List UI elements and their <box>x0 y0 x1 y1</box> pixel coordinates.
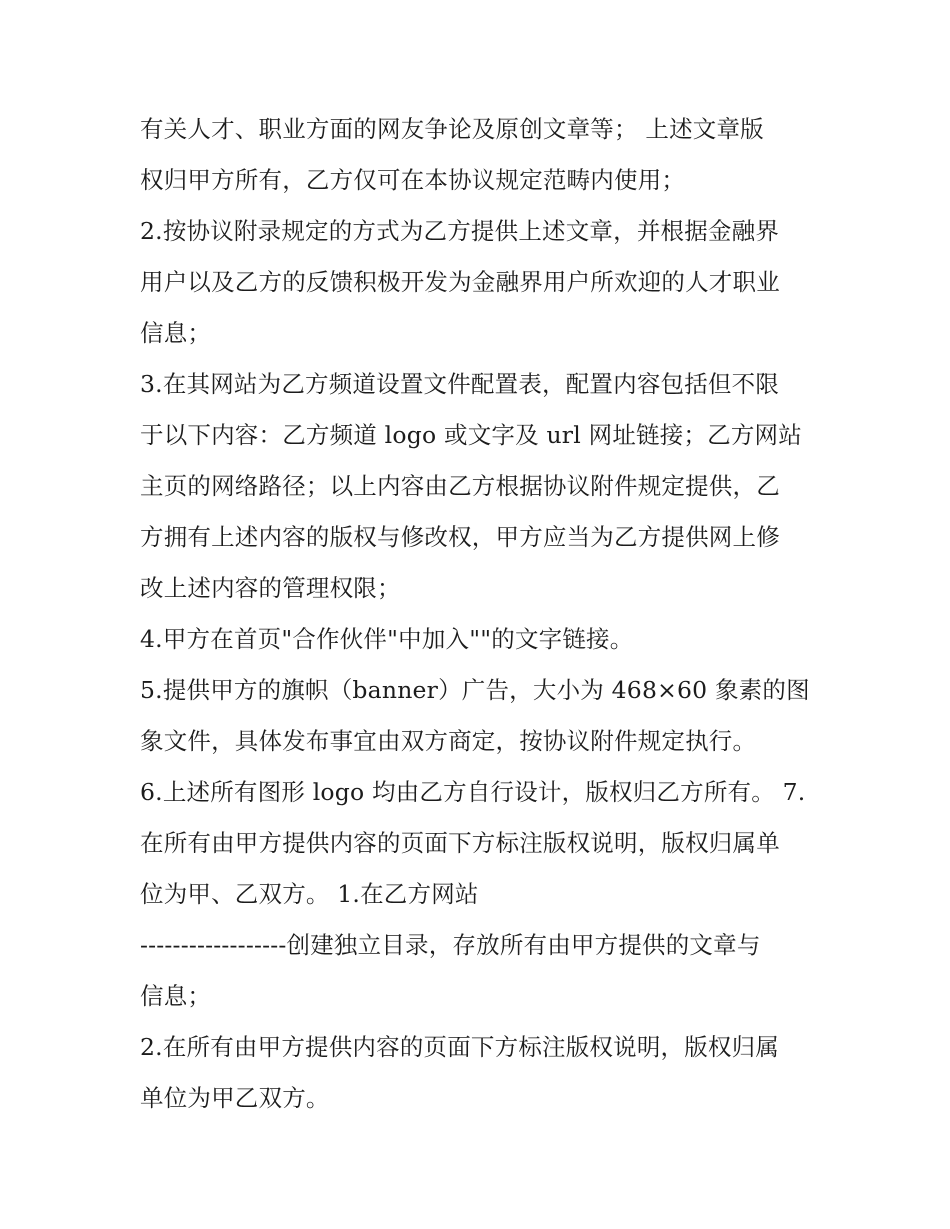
text-line: 主页的网络路径；以上内容由乙方根据协议附件规定提供，乙 <box>140 472 780 500</box>
text-line: 有关人才、职业方面的网友争论及原创文章等； 上述文章版 <box>140 115 764 143</box>
text-line: 2.按协议附录规定的方式为乙方提供上述文章，并根据金融界 <box>140 217 780 245</box>
text-line: 信息； <box>140 982 212 1010</box>
document-body <box>140 104 820 1124</box>
text-line: 改上述内容的管理权限； <box>140 574 401 602</box>
text-line: 6.上述所有图形 logo 均由乙方自行设计，版权归乙方所有。 7. <box>140 778 806 806</box>
text-line: 4.甲方在首页"合作伙伴"中加入""的文字链接。 <box>140 625 634 653</box>
text-line: 方拥有上述内容的版权与修改权，甲方应当为乙方提供网上修 <box>140 523 780 551</box>
text-line: 3.在其网站为乙方频道设置文件配置表，配置内容包括但不限 <box>140 370 780 398</box>
text-line: 单位为甲乙双方。 <box>140 1084 330 1112</box>
text-line: 信息； <box>140 319 212 347</box>
text-line: 象文件，具体发布事宜由双方商定，按协议附件规定执行。 <box>140 727 757 755</box>
text-line: 2.在所有由甲方提供内容的页面下方标注版权说明，版权归属 <box>140 1033 780 1061</box>
text-line: 在所有由甲方提供内容的页面下方标注版权说明，版权归属单 <box>140 829 780 857</box>
text-line: 用户以及乙方的反馈积极开发为金融界用户所欢迎的人才职业 <box>140 268 780 296</box>
text-line: 5.提供甲方的旗帜（banner）广告，大小为 468×60 象素的图 <box>140 676 810 704</box>
text-line: 于以下内容：乙方频道 logo 或文字及 url 网址链接；乙方网站 <box>140 421 802 449</box>
text-line: ------------------创建独立目录，存放所有由甲方提供的文章与 <box>140 931 761 959</box>
text-line: 位为甲、乙双方。 1.在乙方网站 <box>140 880 479 908</box>
text-line: 权归甲方所有，乙方仅可在本协议规定范畴内使用； <box>140 166 686 194</box>
